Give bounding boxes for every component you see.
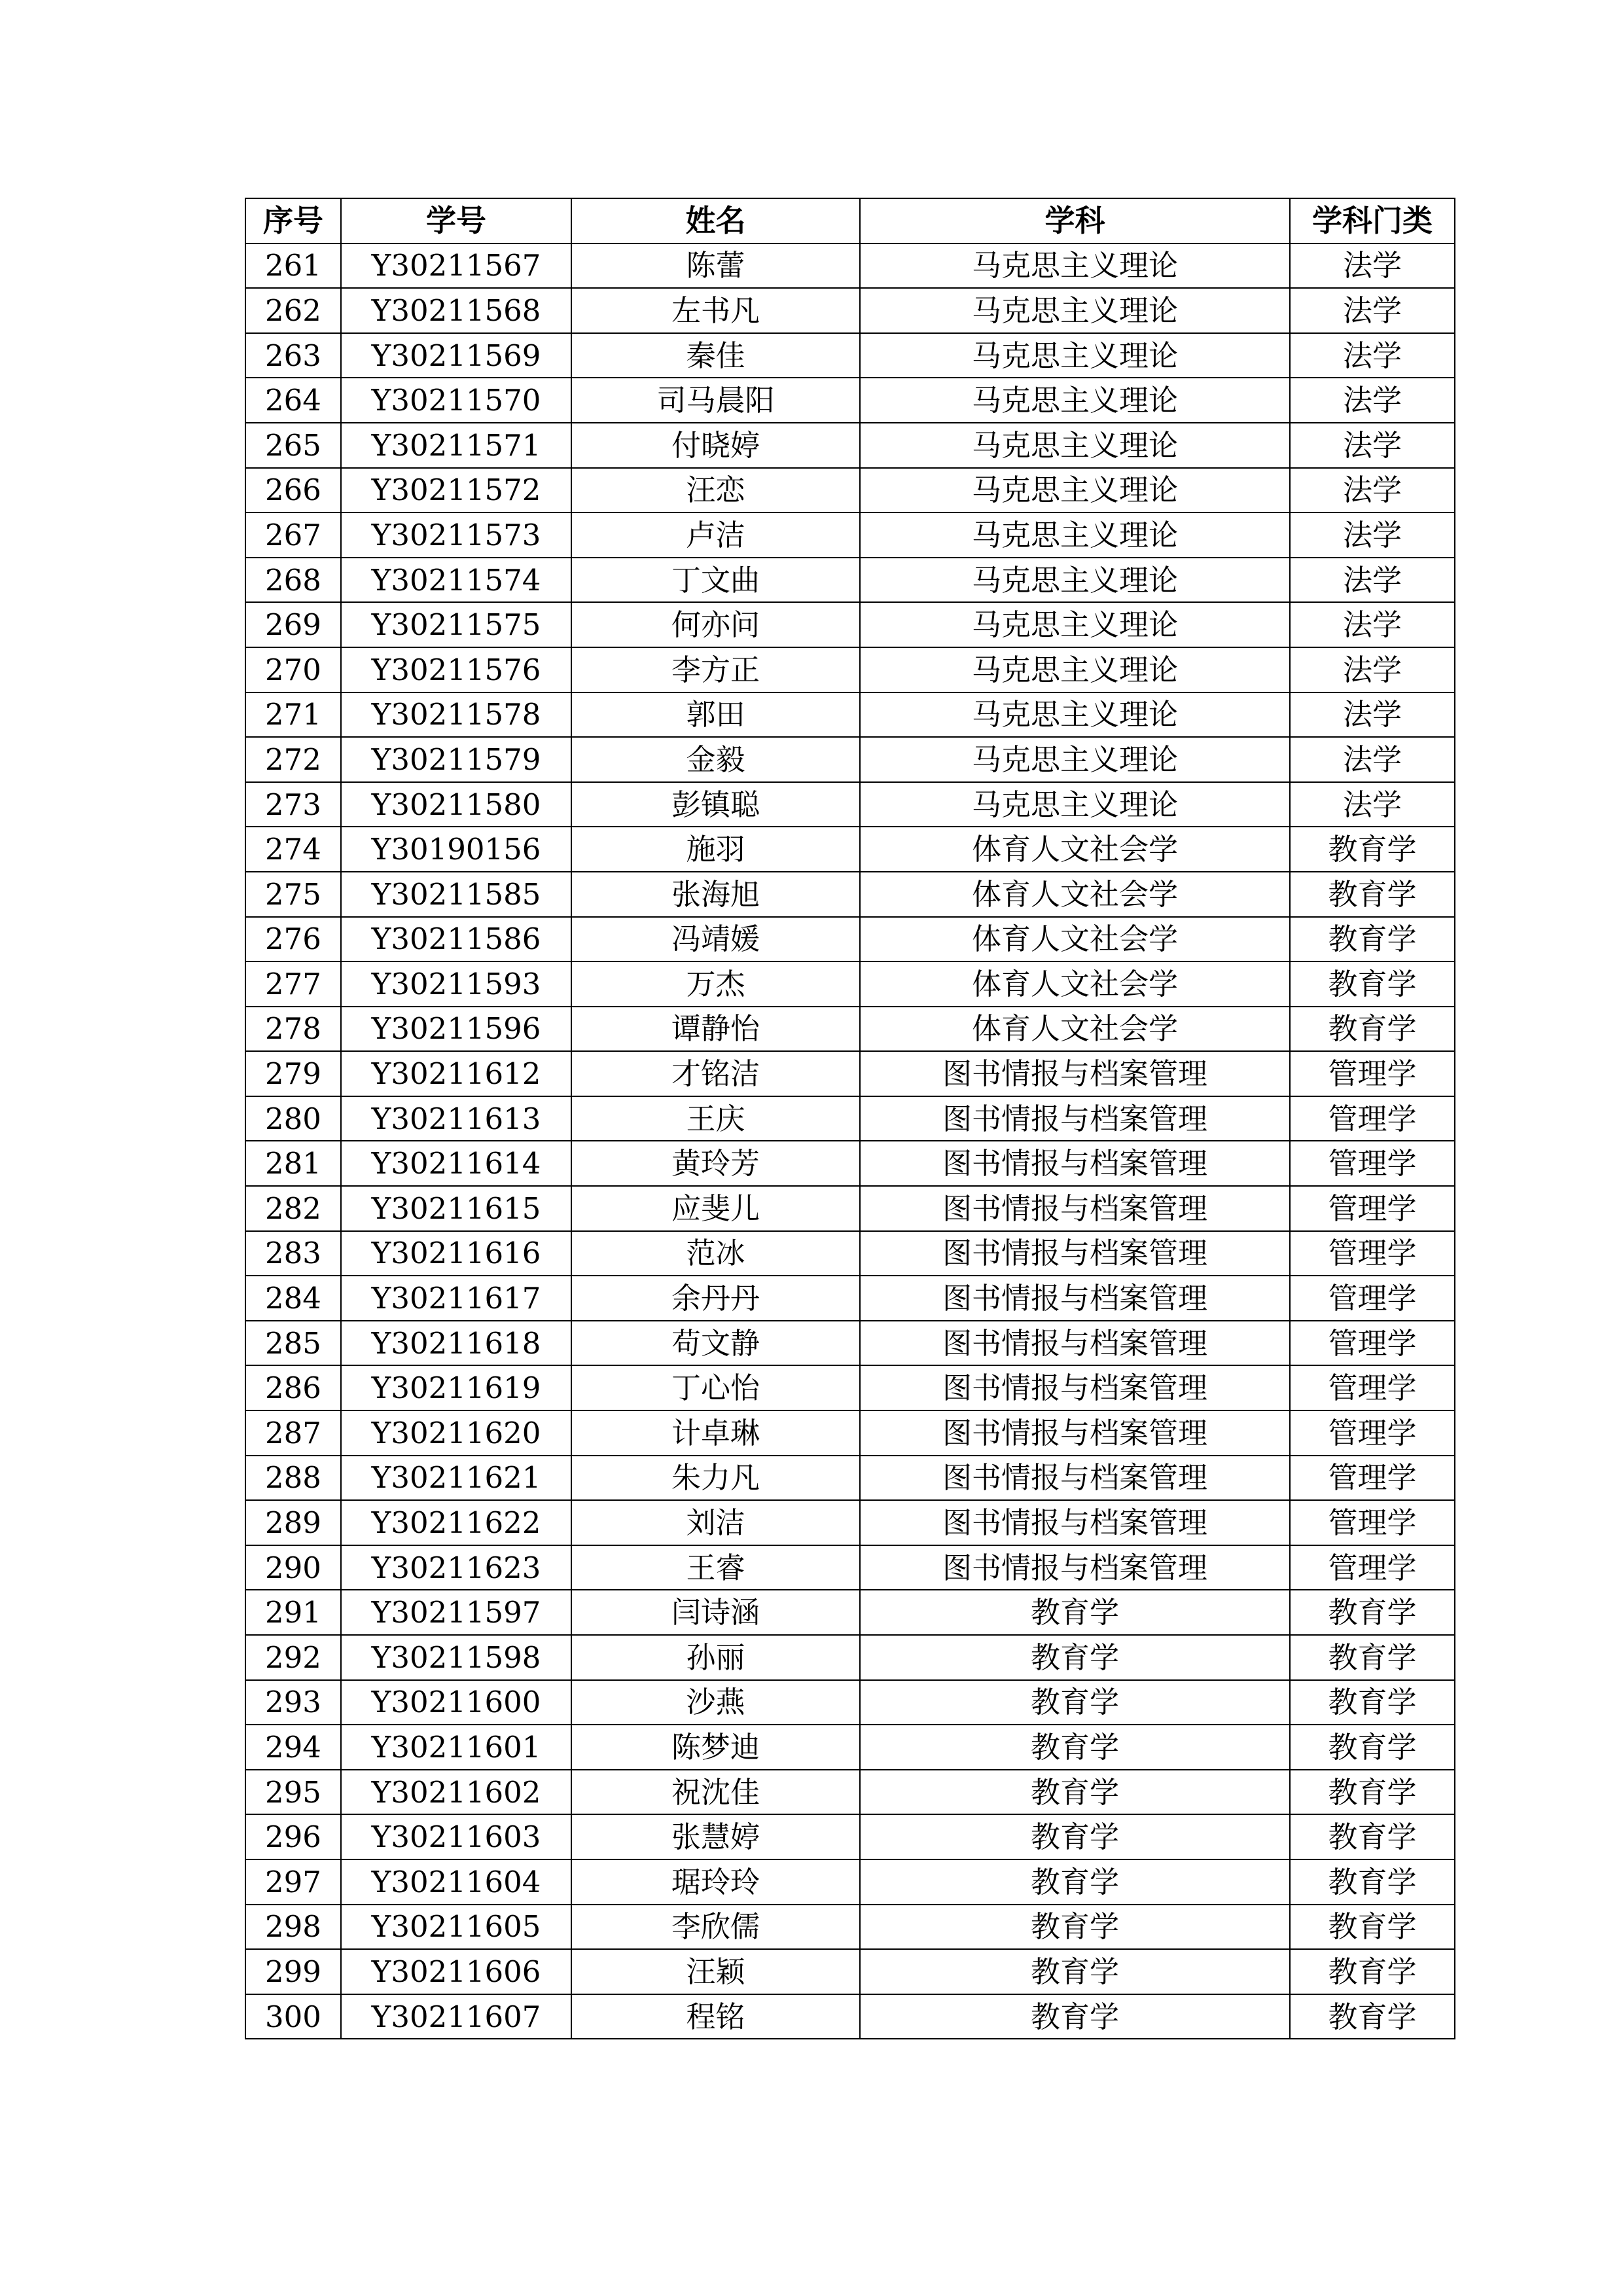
cell-student-id: Y30211613 (341, 1096, 571, 1141)
cell-seq: 286 (245, 1365, 341, 1410)
cell-subject-category: 法学 (1290, 468, 1455, 513)
cell-seq: 295 (245, 1770, 341, 1815)
cell-subject-category: 法学 (1290, 423, 1455, 468)
cell-subject: 马克思主义理论 (860, 782, 1290, 827)
cell-student-id: Y30211603 (341, 1814, 571, 1859)
cell-name: 汪颖 (571, 1949, 860, 1994)
cell-name: 程铭 (571, 1994, 860, 2039)
cell-name: 丁文曲 (571, 558, 860, 603)
cell-subject-category: 法学 (1290, 288, 1455, 333)
cell-subject: 体育人文社会学 (860, 961, 1290, 1007)
cell-subject-category: 法学 (1290, 512, 1455, 558)
header-name: 姓名 (571, 198, 860, 243)
cell-subject: 马克思主义理论 (860, 602, 1290, 647)
cell-student-id: Y30211574 (341, 558, 571, 603)
cell-seq: 279 (245, 1051, 341, 1096)
cell-subject-category: 教育学 (1290, 1814, 1455, 1859)
table-row (245, 243, 1455, 289)
cell-subject-category: 教育学 (1290, 872, 1455, 917)
table-row (245, 1994, 1455, 2039)
table-row (245, 288, 1455, 333)
cell-seq: 278 (245, 1007, 341, 1052)
cell-name: 李方正 (571, 647, 860, 692)
cell-subject: 马克思主义理论 (860, 558, 1290, 603)
cell-subject-category: 管理学 (1290, 1365, 1455, 1410)
cell-subject-category: 法学 (1290, 647, 1455, 692)
table-row (245, 1456, 1455, 1501)
cell-subject: 图书情报与档案管理 (860, 1186, 1290, 1231)
table-row (245, 1590, 1455, 1635)
cell-subject: 教育学 (860, 1814, 1290, 1859)
cell-seq: 274 (245, 827, 341, 872)
cell-subject-category: 教育学 (1290, 917, 1455, 962)
table-row (245, 1949, 1455, 1994)
cell-name: 彭镇聪 (571, 782, 860, 827)
cell-student-id: Y30211621 (341, 1456, 571, 1501)
cell-subject: 图书情报与档案管理 (860, 1410, 1290, 1456)
cell-subject: 马克思主义理论 (860, 423, 1290, 468)
table-row (245, 1231, 1455, 1276)
table-row (245, 917, 1455, 962)
cell-seq: 285 (245, 1321, 341, 1366)
cell-name: 闫诗涵 (571, 1590, 860, 1635)
cell-name: 范冰 (571, 1231, 860, 1276)
cell-subject-category: 法学 (1290, 782, 1455, 827)
cell-name: 冯靖媛 (571, 917, 860, 962)
cell-subject-category: 管理学 (1290, 1051, 1455, 1096)
cell-seq: 264 (245, 378, 341, 423)
table-header-row (245, 198, 1455, 243)
cell-name: 谭静怡 (571, 1007, 860, 1052)
cell-subject-category: 教育学 (1290, 827, 1455, 872)
cell-subject: 图书情报与档案管理 (860, 1456, 1290, 1501)
cell-name: 陈蕾 (571, 243, 860, 289)
table-row (245, 333, 1455, 378)
cell-subject: 教育学 (860, 1770, 1290, 1815)
cell-subject: 图书情报与档案管理 (860, 1051, 1290, 1096)
cell-student-id: Y30211604 (341, 1859, 571, 1905)
cell-subject: 体育人文社会学 (860, 1007, 1290, 1052)
cell-student-id: Y30211619 (341, 1365, 571, 1410)
table-row (245, 558, 1455, 603)
cell-student-id: Y30211567 (341, 243, 571, 289)
cell-seq: 276 (245, 917, 341, 962)
cell-seq: 293 (245, 1680, 341, 1725)
cell-student-id: Y30211578 (341, 692, 571, 738)
cell-student-id: Y30211575 (341, 602, 571, 647)
table-body (245, 243, 1455, 2039)
cell-name: 黄玲芳 (571, 1141, 860, 1186)
cell-name: 才铭洁 (571, 1051, 860, 1096)
cell-student-id: Y30211617 (341, 1276, 571, 1321)
cell-student-id: Y30211585 (341, 872, 571, 917)
cell-subject: 马克思主义理论 (860, 647, 1290, 692)
cell-subject: 马克思主义理论 (860, 288, 1290, 333)
cell-student-id: Y30190156 (341, 827, 571, 872)
cell-subject: 马克思主义理论 (860, 512, 1290, 558)
cell-seq: 280 (245, 1096, 341, 1141)
cell-subject-category: 法学 (1290, 333, 1455, 378)
cell-subject-category: 管理学 (1290, 1141, 1455, 1186)
cell-student-id: Y30211576 (341, 647, 571, 692)
cell-name: 卢洁 (571, 512, 860, 558)
cell-seq: 282 (245, 1186, 341, 1231)
cell-student-id: Y30211571 (341, 423, 571, 468)
cell-name: 秦佳 (571, 333, 860, 378)
cell-subject-category: 管理学 (1290, 1545, 1455, 1590)
table-row (245, 1725, 1455, 1770)
cell-subject-category: 法学 (1290, 602, 1455, 647)
cell-subject-category: 管理学 (1290, 1410, 1455, 1456)
cell-subject: 图书情报与档案管理 (860, 1321, 1290, 1366)
cell-name: 朱力凡 (571, 1456, 860, 1501)
cell-name: 孙丽 (571, 1635, 860, 1680)
cell-seq: 284 (245, 1276, 341, 1321)
cell-subject: 教育学 (860, 1905, 1290, 1950)
cell-subject: 教育学 (860, 1859, 1290, 1905)
table-row (245, 1365, 1455, 1410)
table-row (245, 782, 1455, 827)
cell-seq: 281 (245, 1141, 341, 1186)
cell-student-id: Y30211615 (341, 1186, 571, 1231)
cell-seq: 277 (245, 961, 341, 1007)
cell-student-id: Y30211616 (341, 1231, 571, 1276)
table-row (245, 1321, 1455, 1366)
cell-name: 应斐儿 (571, 1186, 860, 1231)
cell-student-id: Y30211598 (341, 1635, 571, 1680)
cell-subject: 教育学 (860, 1590, 1290, 1635)
cell-subject: 教育学 (860, 1725, 1290, 1770)
cell-subject: 马克思主义理论 (860, 692, 1290, 738)
table-row (245, 1545, 1455, 1590)
table-row (245, 1186, 1455, 1231)
cell-seq: 298 (245, 1905, 341, 1950)
cell-subject-category: 法学 (1290, 378, 1455, 423)
cell-subject-category: 教育学 (1290, 1905, 1455, 1950)
cell-subject: 图书情报与档案管理 (860, 1500, 1290, 1545)
cell-subject-category: 教育学 (1290, 1680, 1455, 1725)
cell-subject: 马克思主义理论 (860, 737, 1290, 782)
cell-student-id: Y30211573 (341, 512, 571, 558)
cell-subject-category: 管理学 (1290, 1231, 1455, 1276)
cell-name: 苟文静 (571, 1321, 860, 1366)
cell-subject-category: 管理学 (1290, 1186, 1455, 1231)
cell-seq: 290 (245, 1545, 341, 1590)
table-row (245, 1770, 1455, 1815)
cell-name: 琚玲玲 (571, 1859, 860, 1905)
cell-seq: 294 (245, 1725, 341, 1770)
cell-subject-category: 教育学 (1290, 1007, 1455, 1052)
cell-subject-category: 教育学 (1290, 1635, 1455, 1680)
table-row (245, 423, 1455, 468)
cell-student-id: Y30211612 (341, 1051, 571, 1096)
cell-subject-category: 教育学 (1290, 1994, 1455, 2039)
cell-subject: 教育学 (860, 1680, 1290, 1725)
cell-name: 刘洁 (571, 1500, 860, 1545)
cell-subject: 图书情报与档案管理 (860, 1096, 1290, 1141)
cell-student-id: Y30211623 (341, 1545, 571, 1590)
table-row (245, 1814, 1455, 1859)
cell-name: 张慧婷 (571, 1814, 860, 1859)
cell-subject-category: 教育学 (1290, 1949, 1455, 1994)
table-row (245, 1905, 1455, 1950)
cell-seq: 299 (245, 1949, 341, 1994)
cell-subject-category: 教育学 (1290, 1770, 1455, 1815)
cell-name: 汪恋 (571, 468, 860, 513)
cell-name: 丁心怡 (571, 1365, 860, 1410)
cell-student-id: Y30211596 (341, 1007, 571, 1052)
cell-name: 余丹丹 (571, 1276, 860, 1321)
cell-student-id: Y30211601 (341, 1725, 571, 1770)
cell-subject: 体育人文社会学 (860, 827, 1290, 872)
cell-subject: 图书情报与档案管理 (860, 1545, 1290, 1590)
cell-student-id: Y30211605 (341, 1905, 571, 1950)
cell-subject-category: 法学 (1290, 737, 1455, 782)
cell-student-id: Y30211606 (341, 1949, 571, 1994)
cell-seq: 287 (245, 1410, 341, 1456)
table-row (245, 1680, 1455, 1725)
table-row (245, 961, 1455, 1007)
cell-subject-category: 教育学 (1290, 1725, 1455, 1770)
cell-subject-category: 法学 (1290, 243, 1455, 289)
cell-subject: 图书情报与档案管理 (860, 1365, 1290, 1410)
cell-subject: 体育人文社会学 (860, 872, 1290, 917)
cell-seq: 268 (245, 558, 341, 603)
cell-name: 施羽 (571, 827, 860, 872)
cell-seq: 297 (245, 1859, 341, 1905)
cell-seq: 283 (245, 1231, 341, 1276)
cell-student-id: Y30211607 (341, 1994, 571, 2039)
cell-subject: 体育人文社会学 (860, 917, 1290, 962)
cell-subject-category: 教育学 (1290, 961, 1455, 1007)
cell-name: 司马晨阳 (571, 378, 860, 423)
cell-subject-category: 教育学 (1290, 1859, 1455, 1905)
cell-student-id: Y30211620 (341, 1410, 571, 1456)
cell-name: 张海旭 (571, 872, 860, 917)
cell-seq: 300 (245, 1994, 341, 2039)
cell-seq: 296 (245, 1814, 341, 1859)
cell-seq: 269 (245, 602, 341, 647)
table-row (245, 1141, 1455, 1186)
cell-student-id: Y30211570 (341, 378, 571, 423)
header-subject-category: 学科门类 (1290, 198, 1455, 243)
cell-seq: 288 (245, 1456, 341, 1501)
cell-seq: 270 (245, 647, 341, 692)
cell-name: 何亦问 (571, 602, 860, 647)
cell-name: 王睿 (571, 1545, 860, 1590)
cell-subject-category: 管理学 (1290, 1096, 1455, 1141)
cell-seq: 266 (245, 468, 341, 513)
cell-subject: 马克思主义理论 (860, 333, 1290, 378)
cell-student-id: Y30211572 (341, 468, 571, 513)
cell-seq: 265 (245, 423, 341, 468)
cell-student-id: Y30211593 (341, 961, 571, 1007)
cell-subject-category: 管理学 (1290, 1456, 1455, 1501)
cell-subject: 马克思主义理论 (860, 378, 1290, 423)
cell-student-id: Y30211622 (341, 1500, 571, 1545)
cell-subject-category: 管理学 (1290, 1321, 1455, 1366)
table-row (245, 827, 1455, 872)
cell-student-id: Y30211569 (341, 333, 571, 378)
cell-seq: 271 (245, 692, 341, 738)
cell-seq: 275 (245, 872, 341, 917)
cell-seq: 263 (245, 333, 341, 378)
table-row (245, 378, 1455, 423)
cell-name: 计卓琳 (571, 1410, 860, 1456)
cell-name: 金毅 (571, 737, 860, 782)
table-row (245, 1051, 1455, 1096)
cell-seq: 273 (245, 782, 341, 827)
cell-seq: 292 (245, 1635, 341, 1680)
table-row (245, 737, 1455, 782)
table-row (245, 647, 1455, 692)
table-row (245, 1500, 1455, 1545)
cell-name: 祝沈佳 (571, 1770, 860, 1815)
cell-student-id: Y30211597 (341, 1590, 571, 1635)
cell-name: 郭田 (571, 692, 860, 738)
cell-subject: 马克思主义理论 (860, 243, 1290, 289)
cell-seq: 262 (245, 288, 341, 333)
table-row (245, 1635, 1455, 1680)
cell-name: 陈梦迪 (571, 1725, 860, 1770)
cell-subject-category: 法学 (1290, 692, 1455, 738)
cell-subject: 教育学 (860, 1949, 1290, 1994)
cell-subject-category: 教育学 (1290, 1590, 1455, 1635)
table-row (245, 1096, 1455, 1141)
cell-subject: 图书情报与档案管理 (860, 1276, 1290, 1321)
cell-name: 李欣儒 (571, 1905, 860, 1950)
cell-name: 付晓婷 (571, 423, 860, 468)
header-seq: 序号 (245, 198, 341, 243)
cell-name: 沙燕 (571, 1680, 860, 1725)
header-subject: 学科 (860, 198, 1290, 243)
cell-name: 王庆 (571, 1096, 860, 1141)
cell-student-id: Y30211602 (341, 1770, 571, 1815)
cell-student-id: Y30211586 (341, 917, 571, 962)
table-row (245, 1276, 1455, 1321)
cell-name: 左书凡 (571, 288, 860, 333)
header-student-id: 学号 (341, 198, 571, 243)
table-row (245, 1410, 1455, 1456)
table-row (245, 468, 1455, 513)
cell-subject-category: 法学 (1290, 558, 1455, 603)
cell-subject-category: 管理学 (1290, 1276, 1455, 1321)
table-row (245, 1859, 1455, 1905)
table-row (245, 1007, 1455, 1052)
cell-seq: 261 (245, 243, 341, 289)
table-row (245, 512, 1455, 558)
cell-seq: 272 (245, 737, 341, 782)
cell-seq: 291 (245, 1590, 341, 1635)
cell-name: 万杰 (571, 961, 860, 1007)
cell-subject: 教育学 (860, 1994, 1290, 2039)
cell-seq: 289 (245, 1500, 341, 1545)
cell-student-id: Y30211568 (341, 288, 571, 333)
cell-subject: 教育学 (860, 1635, 1290, 1680)
cell-subject: 马克思主义理论 (860, 468, 1290, 513)
cell-seq: 267 (245, 512, 341, 558)
student-list-table (245, 198, 1455, 2039)
cell-student-id: Y30211600 (341, 1680, 571, 1725)
cell-student-id: Y30211579 (341, 737, 571, 782)
table-row (245, 692, 1455, 738)
cell-subject: 图书情报与档案管理 (860, 1231, 1290, 1276)
table-row (245, 602, 1455, 647)
cell-student-id: Y30211580 (341, 782, 571, 827)
cell-student-id: Y30211614 (341, 1141, 571, 1186)
cell-subject: 图书情报与档案管理 (860, 1141, 1290, 1186)
cell-student-id: Y30211618 (341, 1321, 571, 1366)
table-row (245, 872, 1455, 917)
cell-subject-category: 管理学 (1290, 1500, 1455, 1545)
